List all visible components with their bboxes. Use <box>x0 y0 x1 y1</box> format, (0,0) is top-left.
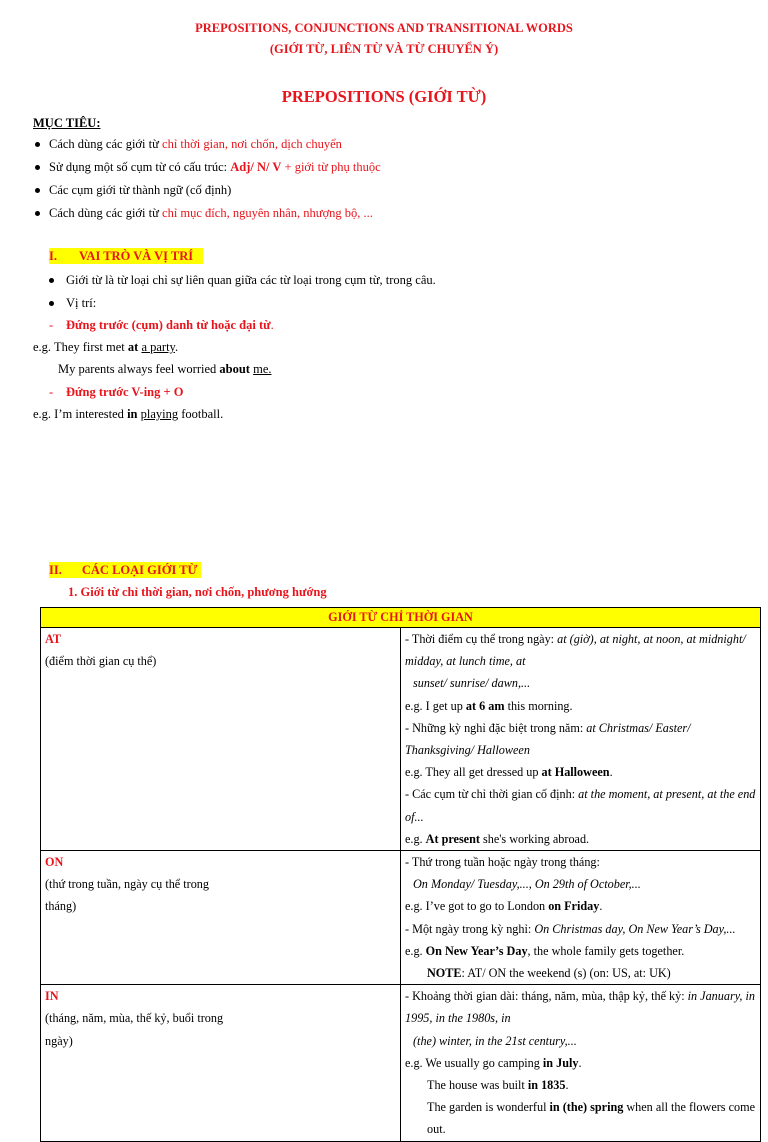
table-cell-label <box>41 628 401 851</box>
cell-italic: at the moment, at present, at the end of... <box>405 787 756 824</box>
cell-text: e.g. I’ve got to go to London <box>405 899 549 914</box>
cell-text: e.g. They all get dressed up <box>405 765 542 780</box>
objective-text: Sử dụng một số cụm từ có cấu trúc: <box>49 160 231 174</box>
row-description: (điểm thời gian cụ thể) <box>45 654 157 669</box>
cell-text: , the whole family gets together. <box>527 943 685 958</box>
objective-red-text: chỉ mục đích, nguyên nhân, nhượng bộ, ... <box>162 206 373 220</box>
part1-heading <box>49 248 203 264</box>
cell-bold: At present <box>425 831 480 846</box>
part1-dash-2: Đứng trước V-ing + O <box>66 385 184 399</box>
example-bold: about <box>219 362 250 376</box>
cell-text: The garden is wonderful <box>427 1100 550 1115</box>
table-cell-label <box>41 985 401 1141</box>
row-label: IN <box>45 989 59 1004</box>
example-text: . <box>174 340 179 354</box>
cell-text: e.g. <box>405 943 426 958</box>
part2-heading-text: CÁC LOẠI GIỚI TỪ <box>81 563 198 577</box>
example-bold: in <box>127 407 138 421</box>
cell-italic: On Monday/ Tuesday,..., On 29th of October,... <box>413 877 641 892</box>
bullet-icon <box>35 211 40 216</box>
part2-number: II. <box>49 563 62 577</box>
objective-item-3 <box>49 182 231 198</box>
example-text: football. <box>178 407 224 421</box>
objective-red-text: + giới từ phụ thuộc <box>281 160 381 174</box>
row-description: tháng) <box>45 899 77 914</box>
table-row <box>41 628 761 851</box>
example-underline: me. <box>253 362 272 376</box>
table-cell-content <box>401 628 761 851</box>
example-text: My parents always feel worried <box>58 362 220 376</box>
cell-text: . <box>599 899 603 914</box>
example-3 <box>33 406 223 422</box>
dash-marker: - <box>49 318 54 332</box>
row-label: ON <box>45 855 64 870</box>
bullet-icon <box>49 278 54 283</box>
bullet-icon <box>49 301 54 306</box>
row-description: (tháng, năm, mùa, thế kỷ, buổi trong <box>45 1011 224 1026</box>
dash-text: Đứng trước (cụm) danh từ hoặc đại từ <box>66 318 271 332</box>
cell-text: she's working abroad. <box>479 831 590 846</box>
cell-text: e.g. I get up <box>405 698 466 713</box>
cell-bold: at 6 am <box>465 698 505 713</box>
section-title: PREPOSITIONS (GIỚI TỪ) <box>281 87 487 106</box>
cell-text: e.g. <box>405 831 426 846</box>
table-cell-content <box>401 851 761 985</box>
doc-title-line1: PREPOSITIONS, CONJUNCTIONS AND TRANSITIONAL WORDS <box>195 21 573 35</box>
part2-subheading: 1. Giới từ chỉ thời gian, nơi chốn, phương hướng <box>68 585 327 599</box>
cell-bold: at Halloween <box>541 765 610 780</box>
cell-text: - Một ngày trong kỳ nghỉ: <box>405 921 535 936</box>
row-description: (thứ trong tuần, ngày cụ thể trong <box>45 877 209 892</box>
objectives-heading: MỤC TIÊU: <box>33 116 101 130</box>
table-cell-label <box>41 851 401 985</box>
cell-italic: at Christmas/ Easter/ Thanksgiving/ Halloween <box>405 720 691 758</box>
objective-red-bold-text: Adj/ N/ V <box>230 160 282 174</box>
example-2 <box>58 361 272 377</box>
cell-bold: on Friday <box>548 899 600 914</box>
cell-text: . <box>578 1055 582 1070</box>
cell-text: - Thứ trong tuần hoặc ngày trong tháng: <box>405 855 600 870</box>
cell-italic: (the) winter, in the 21st century,... <box>413 1033 577 1048</box>
bullet-icon <box>35 142 40 147</box>
cell-italic: On Christmas day, On New Year’s Day,... <box>534 921 736 936</box>
bullet-icon <box>35 165 40 170</box>
cell-bold: in 1835 <box>527 1078 566 1093</box>
objective-item-1 <box>49 136 342 152</box>
example-text: e.g. I’m interested <box>33 407 128 421</box>
example-underline: a party <box>141 340 175 354</box>
cell-italic: sunset/ sunrise/ dawn,... <box>413 676 531 691</box>
objective-red-text: chỉ thời gian, nơi chốn, dịch chuyển <box>162 137 342 151</box>
example-1 <box>33 339 178 355</box>
cell-bold: in July <box>542 1055 579 1070</box>
doc-title-line2: (GIỚI TỪ, LIÊN TỪ VÀ TỪ CHUYỂN Ý) <box>269 42 499 56</box>
row-label: AT <box>45 632 62 646</box>
cell-italic: at (giờ), at night, at noon, at midnight/ midday, at lunch time, at <box>405 632 746 669</box>
table-row <box>41 985 761 1141</box>
time-prepositions-table <box>40 607 761 1142</box>
objective-item-4 <box>49 205 373 221</box>
dash-marker: - <box>49 385 54 399</box>
part1-bullet-2: Vị trí: <box>66 296 97 310</box>
dash-end: . <box>270 318 274 332</box>
example-bold: at <box>127 340 139 354</box>
table-header: GIỚI TỪ CHỈ THỜI GIAN <box>41 608 761 628</box>
cell-text: e.g. We usually go camping <box>405 1055 543 1070</box>
cell-bold: On New Year’s Day <box>425 943 528 958</box>
example-underline: playing <box>140 407 179 421</box>
table-row <box>41 851 761 985</box>
objective-text: Cách dùng các giới từ <box>49 206 163 220</box>
part1-heading-text: VAI TRÒ VÀ VỊ TRÍ <box>79 249 194 263</box>
cell-text: - Những kỳ nghỉ đặc biệt trong năm: <box>405 720 587 735</box>
note-label: NOTE <box>427 966 462 981</box>
table-cell-content <box>401 985 761 1141</box>
cell-text: this morning. <box>504 698 573 713</box>
cell-text: : AT/ ON the weekend (s) (on: US, at: UK) <box>461 966 671 981</box>
row-description: ngày) <box>45 1033 73 1048</box>
cell-text: . <box>565 1078 569 1093</box>
part1-bullet-1: Giới từ là từ loại chỉ sự liên quan giữa các từ loại trong cụm từ, trong câu. <box>66 273 436 287</box>
cell-text: . <box>609 765 613 780</box>
part1-dash-1 <box>66 317 274 333</box>
objective-text: Cách dùng các giới từ <box>49 137 163 151</box>
objective-text: Các cụm giới từ thành ngữ (cố định) <box>49 183 232 197</box>
cell-bold: in (the) spring <box>549 1100 624 1115</box>
example-text: e.g. They first met <box>33 340 128 354</box>
cell-italic: in January, in 1995, in the 1980s, in <box>405 989 756 1026</box>
cell-text: when all the flowers come out. <box>427 1100 755 1137</box>
cell-text: - Khoảng thời gian dài: tháng, năm, mùa, thập kỷ, thế kỷ: <box>405 989 688 1004</box>
part1-number: I. <box>49 249 57 263</box>
cell-text: - Các cụm từ chỉ thời gian cố định: <box>405 787 579 802</box>
bullet-icon <box>35 188 40 193</box>
cell-text: - Thời điểm cụ thể trong ngày: <box>405 632 558 646</box>
part2-heading <box>49 562 201 578</box>
cell-text: The house was built <box>427 1078 528 1093</box>
objective-item-2 <box>49 159 381 175</box>
